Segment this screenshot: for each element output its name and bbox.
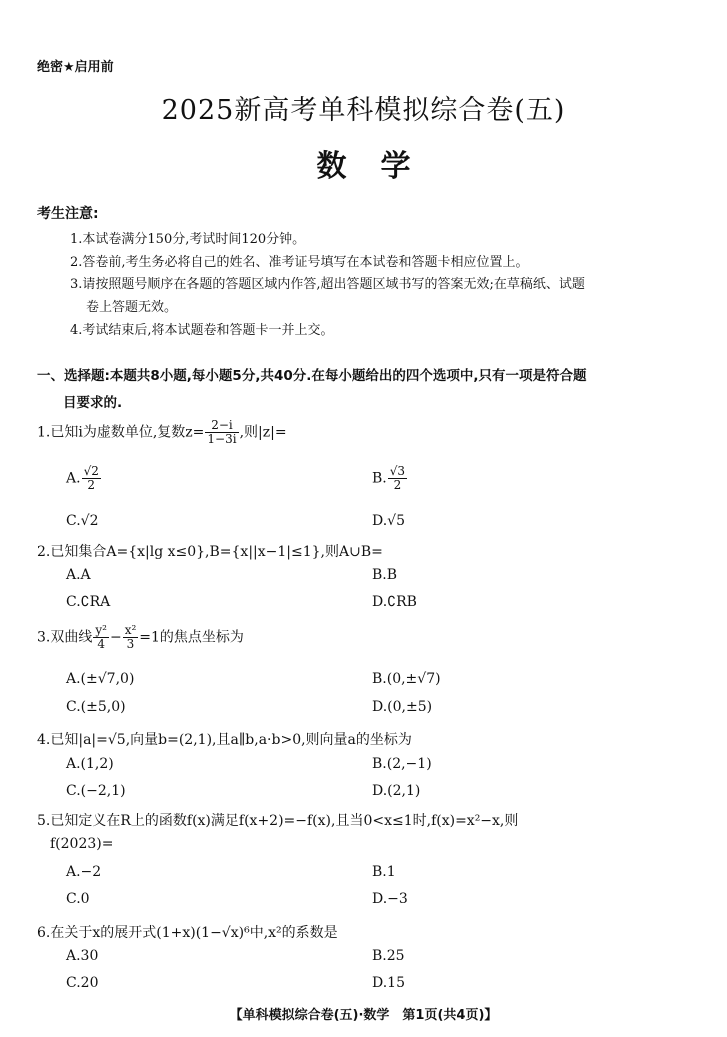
notice-item: 卷上答题无效。 [86, 300, 178, 315]
q6-option-a: A.30 [66, 948, 99, 964]
question-6-stem: 6.在关于x的展开式(1+x)(1−√x)⁶中,x²的系数是 [37, 925, 338, 941]
q3-option-c: C.(±5,0) [66, 699, 126, 715]
q5-option-a: A.−2 [66, 864, 102, 880]
q4-option-c: C.(−2,1) [66, 783, 126, 799]
q2-option-b: B.B [372, 567, 398, 583]
notice-heading: 考生注意: [37, 206, 99, 222]
question-5-stem-cont: f(2023)= [50, 836, 114, 852]
q4-option-a: A.(1,2) [66, 756, 114, 772]
notice-item: 3.请按照题号顺序在各题的答题区域内作答,超出答题区域书写的答案无效;在草稿纸、试题 [70, 277, 585, 292]
q6-option-c: C.20 [66, 975, 99, 991]
question-1-stem: 1.已知i为虚数单位,复数z= $\frac{2-i}{1-3i}$ ,则|z|= [37, 418, 287, 446]
q6-option-b: B.25 [372, 948, 405, 964]
q1-option-a: A. $\frac{√2}{2}$ [66, 464, 99, 492]
q1-option-b: B. $\frac{√3}{2}$ [372, 464, 406, 492]
confidential-label: 绝密★启用前 [37, 60, 114, 75]
q1-option-c: C.√2 [66, 513, 99, 529]
q4-option-b: B.(2,−1) [372, 756, 432, 772]
fraction: $\frac{2-i}{1-3i}$ [207, 418, 237, 446]
q2-option-c: C.∁RA [66, 594, 111, 610]
notice-item: 1.本试卷满分150分,考试时间120分钟。 [70, 232, 306, 247]
q1-option-d: D.√5 [372, 513, 406, 529]
question-5-stem: 5.已知定义在R上的函数f(x)满足f(x+2)=−f(x),且当0<x≤1时,f(x)=x²−x,则 [37, 813, 519, 829]
q4-option-d: D.(2,1) [372, 783, 421, 799]
section-heading: 一、选择题:本题共8小题,每小题5分,共40分.在每小题给出的四个选项中,只有一项是符合题 [37, 368, 587, 384]
q3-option-b: B.(0,±√7) [372, 671, 441, 687]
question-3-stem: 3.双曲线 $\frac{\text{y²}}{4}$ − $\frac{\text{x²}}{3}$ =1的焦点坐标为 [37, 623, 244, 651]
notice-item: 2.答卷前,考生务必将自己的姓名、准考证号填写在本试卷和答题卡相应位置上。 [70, 255, 529, 270]
q3-option-a: A.(±√7,0) [66, 671, 135, 687]
section-heading-cont: 目要求的. [63, 395, 123, 411]
question-2-stem: 2.已知集合A={x|lg x≤0},B={x||x−1|≤1},则A∪B= [37, 544, 383, 560]
q5-option-d: D.−3 [372, 891, 408, 907]
question-4-stem: 4.已知|a|=√5,向量b=(2,1),且a∥b,a·b>0,则向量a的坐标为 [37, 732, 412, 748]
notice-item: 4.考试结束后,将本试题卷和答题卡一并上交。 [70, 323, 334, 338]
q3-option-d: D.(0,±5) [372, 699, 433, 715]
q2-option-a: A.A [66, 567, 91, 583]
q6-option-d: D.15 [372, 975, 405, 991]
exam-title: 2025新高考单科模拟综合卷(五) [161, 95, 566, 126]
q5-option-b: B.1 [372, 864, 396, 880]
q2-option-d: D.∁RB [372, 594, 417, 610]
page-footer: 【单科模拟综合卷(五)·数学 第1页(共4页)】 [229, 1008, 498, 1023]
subject-title: 数学 [316, 149, 445, 184]
q5-option-c: C.0 [66, 891, 90, 907]
